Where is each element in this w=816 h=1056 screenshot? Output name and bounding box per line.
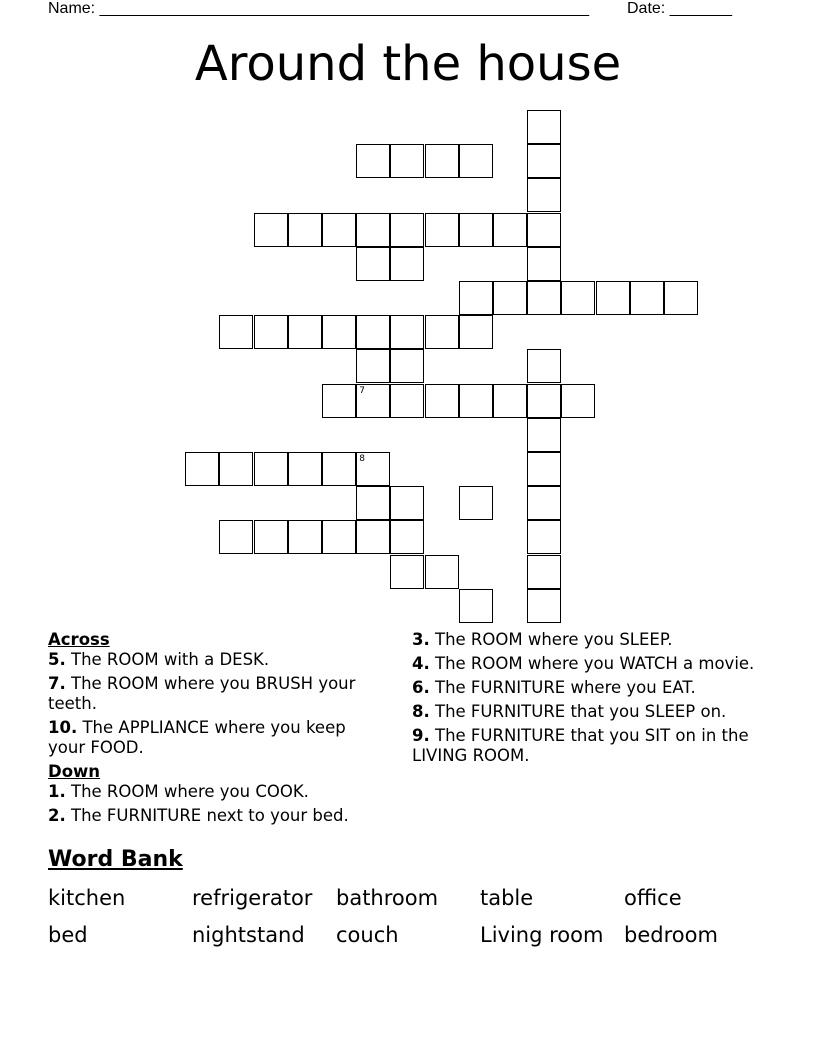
clue — [48, 806, 388, 826]
grid-cell[interactable] — [356, 349, 390, 383]
grid-cell[interactable] — [390, 213, 424, 247]
grid-cell[interactable] — [527, 144, 561, 178]
grid-cell[interactable] — [493, 384, 527, 418]
grid-cell[interactable] — [390, 384, 424, 418]
grid-cell[interactable] — [459, 486, 493, 520]
grid-cell[interactable] — [425, 555, 459, 589]
grid-cell[interactable] — [356, 213, 390, 247]
clue — [412, 654, 757, 674]
clue-number-label: 2. — [48, 806, 66, 825]
grid-cell[interactable] — [527, 520, 561, 554]
grid-cell[interactable] — [527, 555, 561, 589]
grid-cell[interactable] — [561, 384, 595, 418]
grid-cell[interactable] — [322, 520, 356, 554]
grid-cell[interactable] — [288, 520, 322, 554]
grid-cell[interactable] — [561, 281, 595, 315]
grid-cell[interactable] — [459, 384, 493, 418]
grid-cell[interactable] — [459, 213, 493, 247]
clue-number-label: 9. — [412, 726, 430, 745]
clue — [412, 678, 757, 698]
grid-cell[interactable] — [219, 520, 253, 554]
grid-cell[interactable] — [390, 349, 424, 383]
grid-cell[interactable] — [322, 315, 356, 349]
clue-text: The FURNITURE that you SIT on in the LIVING ROOM. — [412, 726, 749, 765]
clue-number-label: 5. — [48, 650, 66, 669]
across-heading: Across — [48, 630, 110, 649]
grid-cell[interactable] — [527, 384, 561, 418]
clues-right-column — [412, 630, 757, 770]
word-bank-word: couch — [336, 923, 399, 947]
clue — [412, 630, 757, 650]
grid-cell[interactable] — [288, 452, 322, 486]
grid-cell[interactable] — [425, 213, 459, 247]
grid-cell[interactable] — [390, 555, 424, 589]
clue-text: The ROOM where you WATCH a movie. — [429, 654, 755, 673]
grid-cell[interactable] — [664, 281, 698, 315]
grid-cell[interactable] — [630, 281, 664, 315]
grid-cell[interactable] — [322, 452, 356, 486]
grid-cell[interactable] — [356, 315, 390, 349]
clue — [48, 674, 388, 714]
grid-cell[interactable] — [288, 315, 322, 349]
grid-cell[interactable] — [527, 589, 561, 623]
grid-cell[interactable] — [527, 281, 561, 315]
word-bank-word: office — [624, 886, 682, 910]
grid-cell[interactable] — [356, 144, 390, 178]
grid-cell[interactable] — [527, 110, 561, 144]
grid-cell[interactable] — [390, 520, 424, 554]
clue — [48, 650, 388, 670]
grid-cell[interactable] — [356, 247, 390, 281]
clue-number-label: 8. — [412, 702, 430, 721]
grid-cell[interactable] — [254, 213, 288, 247]
grid-cell[interactable] — [596, 281, 630, 315]
down-heading: Down — [48, 762, 101, 781]
clue — [412, 702, 757, 722]
clue-text: The FURNITURE that you SLEEP on. — [429, 702, 727, 721]
grid-cell[interactable] — [254, 315, 288, 349]
grid-cell[interactable] — [527, 178, 561, 212]
date-line[interactable]: Date: _______ — [627, 0, 732, 17]
grid-cell[interactable] — [219, 452, 253, 486]
grid-cell[interactable] — [527, 418, 561, 452]
clue — [412, 726, 757, 766]
clue-number-label: 4. — [412, 654, 430, 673]
clues-left-column — [48, 630, 388, 830]
clue-text: The APPLIANCE where you keep your FOOD. — [48, 718, 346, 757]
clue-text: The FURNITURE where you EAT. — [429, 678, 696, 697]
grid-cell[interactable] — [356, 486, 390, 520]
grid-cell[interactable] — [322, 384, 356, 418]
name-line[interactable]: Name: _______________________________________________________ — [48, 0, 589, 17]
clue-number-label: 10. — [48, 718, 78, 737]
grid-cell[interactable] — [527, 486, 561, 520]
grid-cell[interactable] — [459, 315, 493, 349]
clue — [48, 782, 388, 802]
clue-number-label: 1. — [48, 782, 66, 801]
grid-cell[interactable] — [527, 349, 561, 383]
grid-cell[interactable] — [356, 384, 390, 418]
word-bank-word: bed — [48, 923, 88, 947]
clue-text: The ROOM with a DESK. — [65, 650, 270, 669]
word-bank-word: Living room — [480, 923, 604, 947]
grid-cell[interactable] — [254, 452, 288, 486]
grid-cell[interactable] — [527, 213, 561, 247]
word-bank-word: table — [480, 886, 534, 910]
word-bank-title: Word Bank — [48, 847, 183, 872]
grid-cell[interactable] — [459, 589, 493, 623]
grid-cell[interactable] — [425, 315, 459, 349]
grid-cell[interactable] — [390, 247, 424, 281]
clue — [48, 718, 388, 758]
grid-cell[interactable] — [459, 144, 493, 178]
word-bank-word: refrigerator — [192, 886, 313, 910]
grid-cell[interactable] — [493, 213, 527, 247]
grid-cell[interactable] — [527, 452, 561, 486]
grid-cell[interactable] — [390, 315, 424, 349]
grid-cell[interactable] — [219, 315, 253, 349]
word-bank-word: kitchen — [48, 886, 126, 910]
clue-text: The ROOM where you BRUSH your teeth. — [48, 674, 356, 713]
grid-cell[interactable] — [254, 520, 288, 554]
clue-text: The ROOM where you SLEEP. — [429, 630, 673, 649]
grid-cell[interactable] — [356, 452, 390, 486]
grid-cell[interactable] — [356, 520, 390, 554]
grid-cell[interactable] — [390, 144, 424, 178]
clue-number-label: 6. — [412, 678, 430, 697]
clue-number-label: 3. — [412, 630, 430, 649]
grid-cell[interactable] — [185, 452, 219, 486]
page-title: Around the house — [194, 36, 622, 92]
clue-number: 8 — [359, 454, 365, 464]
grid-cell[interactable] — [459, 281, 493, 315]
word-bank-word: bathroom — [336, 886, 439, 910]
word-bank-word: nightstand — [192, 923, 305, 947]
clue-text: The FURNITURE next to your bed. — [65, 806, 349, 825]
grid-cell[interactable] — [322, 213, 356, 247]
word-bank-word: bedroom — [624, 923, 718, 947]
grid-cell[interactable] — [425, 144, 459, 178]
grid-cell[interactable] — [527, 247, 561, 281]
clue-number-label: 7. — [48, 674, 66, 693]
grid-cell[interactable] — [425, 384, 459, 418]
grid-cell[interactable] — [288, 213, 322, 247]
grid-cell[interactable] — [493, 281, 527, 315]
grid-cell[interactable] — [390, 486, 424, 520]
clue-number: 7 — [359, 385, 365, 396]
clue-text: The ROOM where you COOK. — [65, 782, 309, 801]
